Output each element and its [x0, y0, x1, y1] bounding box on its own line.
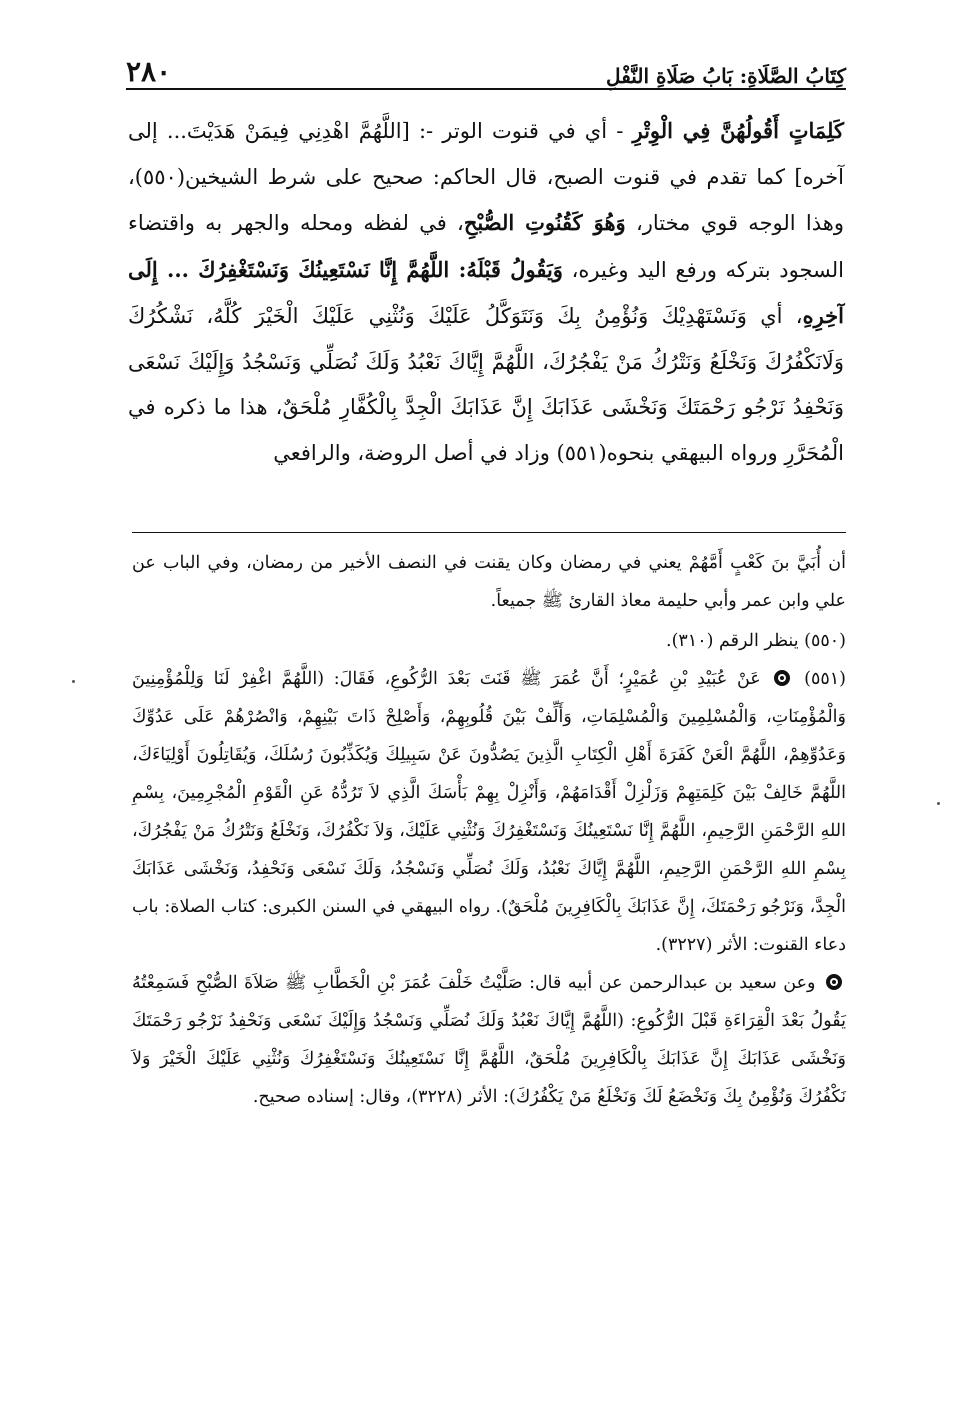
- hadith-marker-icon: [826, 974, 842, 990]
- footnotes: [132, 544, 846, 1116]
- matn-phrase: وَيَقُولُ قَبْلَهُ: اللَّهُمَّ إِنَّا نَسْتَعِينُكَ وَنَسْتَغْفِرُكَ ... إِلَى آخِرِهِ: [128, 256, 844, 328]
- header-rule: [126, 88, 846, 90]
- main-text: [128, 108, 844, 476]
- footnote-text: وعن سعيد بن عبدالرحمن عن أبيه قال: صَلَّيْتُ خَلْفَ عُمَرَ بْنِ الْخَطَّابِ ﷺ صَلاَةَ الصُّبْحِ فَسَمِعْتُهُ يَقُولُ بَعْدَ الْقِرَاءَةِ قَبْلَ الرُّكُوعِ: (اللَّهُمَّ إِيَّاكَ نَعْبُدُ وَلَكَ نُصَلِّي وَنَسْجُدُ وَإِلَيْكَ نَسْعَى وَنَحْفِدُ نَرْجُو رَحْمَتَكَ وَنَخْشَى عَذَابَكَ إِنَّ عَذَابَكَ بِالْكَافِرِينَ مُلْحَقٌ، اللَّهُمَّ إِنَّا نَسْتَعِينُكَ وَنَسْتَغْفِرُكَ وَنُثْنِي عَلَيْكَ الْخَيْرَ وَلاَ نَكْفُرُكَ وَنُؤْمِنُ بِكَ وَنَخْضَعُ لَكَ وَنَخْلَعُ مَنْ يَكْفُرُكَ): الأثر (٣٢٢٨)، وقال: إسناده صحيح.: [132, 973, 846, 1107]
- commentary-text: - أي في قنوت الوتر -: [اللَّهُمَّ اهْدِنِي فِيمَنْ هَدَيْتَ... إلى آخره] كما تقدم في قنوت الصبح، قال الحاكم: صحيح على شرط الشيخين: [128, 119, 844, 189]
- page-header: [126, 48, 846, 88]
- scan-speck: [72, 680, 75, 683]
- commentary-text: ، في لفظه ومحله والجهر به واقتضاء السجود بتركه ورفع اليد وغيره،: [128, 211, 844, 282]
- page-number: ٢٨٠: [126, 55, 172, 88]
- matn-phrase: كَلِمَاتٍ أَقُولُهُنَّ فِي الْوِتْرِ: [632, 118, 844, 143]
- hadith-marker-icon: [774, 670, 790, 686]
- matn-phrase: وَهُوَ كَقُنُوتِ الصُّبْحِ: [463, 210, 626, 235]
- commentary-text: ، أي وَنَسْتَهْدِيْكَ وَنُؤْمِنُ بِكَ وَنَتَوَكَّلُ عَلَيْكَ وَنُثْنِي عَلَيْكَ الْخَيْرَ كُلَّهُ، نَشْكُرُكَ وَلَانَكْفُرُكَ وَنَخْلَعُ وَنَتْرُكُ مَنْ يَفْجُرُكَ، اللَّهُمَّ إِيَّاكَ نَعْبُدُ وَلَكَ نُصَلِّي وَنَسْجُدُ وَإِلَيْكَ نَسْعَى وَنَحْفِدُ نَرْجُو رَحْمَتَكَ وَنَخْشَى عَذَابَكَ إِنَّ عَذَابَكَ الْجِدَّ بِالْكُفَّارِ مُلْحَقٌ، هذا ما ذكره في الْمُحَرَّرِ ورواه البيهقي بنحوه: [128, 304, 844, 465]
- footnote-ref-550: (٥٥٠)، وهذا الوجه قوي مختار،: [128, 164, 844, 235]
- footnote-number: (٥٥١): [804, 669, 846, 689]
- footnote-551-continued: [132, 964, 846, 1116]
- running-title: كِتَابُ الصَّلَاةِ: بَابُ صَلَاةِ النَّفْلِ: [606, 64, 846, 88]
- footnote-551: [132, 660, 846, 964]
- footnote-separator: [132, 532, 846, 533]
- main-paragraph: [128, 108, 844, 476]
- footnote-550: (٥٥٠) ينظر الرقم (٣١٠).: [666, 631, 846, 651]
- footnote-ref-551: (٥٥١) وزاد في أصل الروضة، والرافعي: [273, 440, 607, 465]
- footnote-continuation: أن أُبَيَّ بنَ كَعْبٍ أَمَّهُمْ يعني في رمضان وكان يقنت في النصف الأخير من رمضان، وفي الباب عن علي وابن عمر وأبي حليمة معاذ القارئ ﷺ جميعاً.: [132, 553, 846, 611]
- scan-speck: [937, 802, 940, 805]
- footnote-text: عَنْ عُبَيْدِ بْنِ عُمَيْرٍ؛ أَنَّ عُمَرَ ﷺ قَنَتَ بَعْدَ الرُّكُوعِ، فَقَالَ: (اللَّهُمَّ اغْفِرْ لَنَا وَلِلْمُؤْمِنِينَ وَالْمُؤْمِنَاتِ، وَالْمُسْلِمِينَ وَالْمُسْلِمَاتِ، وَأَلِّفْ بَيْنَ قُلُوبِهِمْ، وَأَصْلِحْ ذَاتَ بَيْنِهِمْ، وَانْصُرْهُمْ عَلَى عَدُوِّكَ وَعَدُوِّهِمْ، اللَّهُمَّ الْعَنْ كَفَرَةَ أَهْلِ الْكِتَابِ الَّذِينَ يَصُدُّونَ عَنْ سَبِيلِكَ وَيُكَذِّبُونَ رُسُلَكَ، وَيُقَاتِلُونَ أَوْلِيَاءَكَ، اللَّهُمَّ خَالِفْ بَيْنَ كَلِمَتِهِمْ وَزَلْزِلْ أَقْدَامَهُمْ، وَأَنْزِلْ بِهِمْ بَأْسَكَ الَّذِي لاَ تَرُدُّهُ عَنِ الْقَوْمِ الْمُجْرِمِينَ، بِسْمِ اللهِ الرَّحْمَنِ الرَّحِيمِ، اللَّهُمَّ إِنَّا نَسْتَعِينُكَ وَنَسْتَغْفِرُكَ وَنُثْنِي عَلَيْكَ، وَلاَ نَكْفُرُكَ، وَنَخْلَعُ وَنَتْرُكُ مَنْ يَفْجُرُكَ، بِسْمِ اللهِ الرَّحْمَنِ الرَّحِيمِ، اللَّهُمَّ إِيَّاكَ نَعْبُدُ، وَلَكَ نُصَلِّي وَنَسْجُدُ، وَلَكَ نَسْعَى وَنَحْفِدُ، وَنَخْشَى عَذَابَكَ الْجِدَّ، وَنَرْجُو رَحْمَتَكَ، إِنَّ عَذَابَكَ بِالْكَافِرِينَ مُلْحَقٌ). رواه البيهقي في السنن الكبرى: كتاب الصلاة: باب دعاء القنوت: الأثر (٣٢٢٧).: [132, 669, 846, 955]
